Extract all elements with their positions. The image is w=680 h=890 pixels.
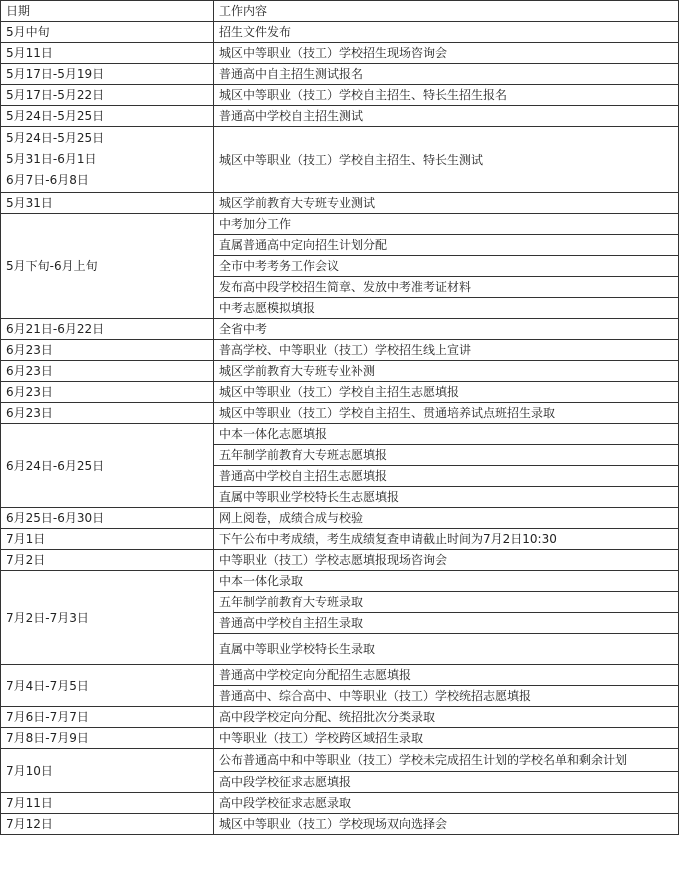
table-row (1, 214, 679, 235)
table-row (1, 550, 679, 571)
column-header-content: 工作内容 (214, 1, 679, 22)
date-cell: 7月10日 (1, 749, 214, 793)
date-cell: 6月25日-6月30日 (1, 508, 214, 529)
date-line: 5月31日-6月1日 (6, 152, 97, 166)
table-header-row (1, 1, 679, 22)
date-cell: 5月17日-5月22日 (1, 85, 214, 106)
content-cell: 网上阅卷，成绩合成与校验 (214, 508, 679, 529)
content-cell: 中等职业（技工）学校跨区域招生录取 (214, 728, 679, 749)
content-cell: 普通高中自主招生测试报名 (214, 64, 679, 85)
content-cell: 下午公布中考成绩，考生成绩复查申请截止时间为7月2日10:30 (214, 529, 679, 550)
table-row (1, 127, 679, 193)
content-cell: 五年制学前教育大专班志愿填报 (214, 445, 679, 466)
table-row (1, 106, 679, 127)
content-cell: 城区中等职业（技工）学校招生现场咨询会 (214, 43, 679, 64)
content-cell: 城区中等职业（技工）学校现场双向选择会 (214, 814, 679, 835)
content-cell: 城区中等职业（技工）学校自主招生志愿填报 (214, 382, 679, 403)
table-row (1, 319, 679, 340)
table-body (1, 22, 679, 835)
date-cell: 6月21日-6月22日 (1, 319, 214, 340)
content-cell: 中本一体化录取 (214, 571, 679, 592)
date-line: 5月24日-5月25日 (6, 131, 105, 145)
table-row (1, 340, 679, 361)
date-cell: 7月8日-7月9日 (1, 728, 214, 749)
date-cell: 7月2日 (1, 550, 214, 571)
date-cell: 6月23日 (1, 403, 214, 424)
table-row (1, 64, 679, 85)
content-cell: 普通高中、综合高中、中等职业（技工）学校统招志愿填报 (214, 686, 679, 707)
date-cell: 7月6日-7月7日 (1, 707, 214, 728)
date-cell: 5月31日 (1, 193, 214, 214)
content-cell: 普高学校、中等职业（技工）学校招生线上宣讲 (214, 340, 679, 361)
date-cell: 6月24日-6月25日 (1, 424, 214, 508)
table-row (1, 707, 679, 728)
date-cell: 7月1日 (1, 529, 214, 550)
content-cell: 高中段学校征求志愿录取 (214, 793, 679, 814)
date-cell: 5月24日-5月25日 (1, 106, 214, 127)
table-row (1, 193, 679, 214)
table-row (1, 403, 679, 424)
date-cell: 7月2日-7月3日 (1, 571, 214, 665)
content-cell: 直属中等职业学校特长生录取 (214, 634, 679, 665)
date-cell: 5月下旬-6月上旬 (1, 214, 214, 319)
content-cell: 公布普通高中和中等职业（技工）学校未完成招生计划的学校名单和剩余计划 (214, 749, 679, 772)
content-cell: 普通高中学校自主招生测试 (214, 106, 679, 127)
table-row (1, 728, 679, 749)
content-cell: 全市中考考务工作会议 (214, 256, 679, 277)
content-cell: 城区学前教育大专班专业测试 (214, 193, 679, 214)
content-cell: 中等职业（技工）学校志愿填报现场咨询会 (214, 550, 679, 571)
content-cell: 普通高中学校定向分配招生志愿填报 (214, 665, 679, 686)
table-row (1, 361, 679, 382)
date-cell: 5月11日 (1, 43, 214, 64)
table-row (1, 382, 679, 403)
date-cell: 5月17日-5月19日 (1, 64, 214, 85)
content-cell: 城区中等职业（技工）学校自主招生、贯通培养试点班招生录取 (214, 403, 679, 424)
content-cell: 发布高中段学校招生简章、发放中考准考证材料 (214, 277, 679, 298)
table-row (1, 529, 679, 550)
content-cell: 直属普通高中定向招生计划分配 (214, 235, 679, 256)
date-cell: 6月23日 (1, 340, 214, 361)
table-row (1, 665, 679, 686)
content-cell: 全省中考 (214, 319, 679, 340)
table-row (1, 571, 679, 592)
date-line: 6月7日-6月8日 (6, 173, 89, 187)
date-cell: 7月11日 (1, 793, 214, 814)
content-cell: 普通高中学校自主招生录取 (214, 613, 679, 634)
table-row (1, 508, 679, 529)
date-cell: 5月中旬 (1, 22, 214, 43)
date-cell: 7月12日 (1, 814, 214, 835)
table-row (1, 22, 679, 43)
content-cell: 招生文件发布 (214, 22, 679, 43)
table-row (1, 43, 679, 64)
content-cell: 中本一体化志愿填报 (214, 424, 679, 445)
table-row (1, 749, 679, 772)
date-cell: 7月4日-7月5日 (1, 665, 214, 707)
content-cell: 城区中等职业（技工）学校自主招生、特长生招生报名 (214, 85, 679, 106)
content-cell: 中考加分工作 (214, 214, 679, 235)
content-cell: 高中段学校征求志愿填报 (214, 772, 679, 793)
table-row (1, 85, 679, 106)
date-cell (1, 127, 214, 193)
table-row (1, 814, 679, 835)
column-header-date: 日期 (1, 1, 214, 22)
content-cell: 城区中等职业（技工）学校自主招生、特长生测试 (214, 127, 679, 193)
content-cell: 城区学前教育大专班专业补测 (214, 361, 679, 382)
content-cell: 高中段学校定向分配、统招批次分类录取 (214, 707, 679, 728)
content-cell: 中考志愿模拟填报 (214, 298, 679, 319)
table-row (1, 424, 679, 445)
table-row (1, 793, 679, 814)
date-cell: 6月23日 (1, 382, 214, 403)
content-cell: 直属中等职业学校特长生志愿填报 (214, 487, 679, 508)
content-cell: 五年制学前教育大专班录取 (214, 592, 679, 613)
date-cell: 6月23日 (1, 361, 214, 382)
content-cell: 普通高中学校自主招生志愿填报 (214, 466, 679, 487)
